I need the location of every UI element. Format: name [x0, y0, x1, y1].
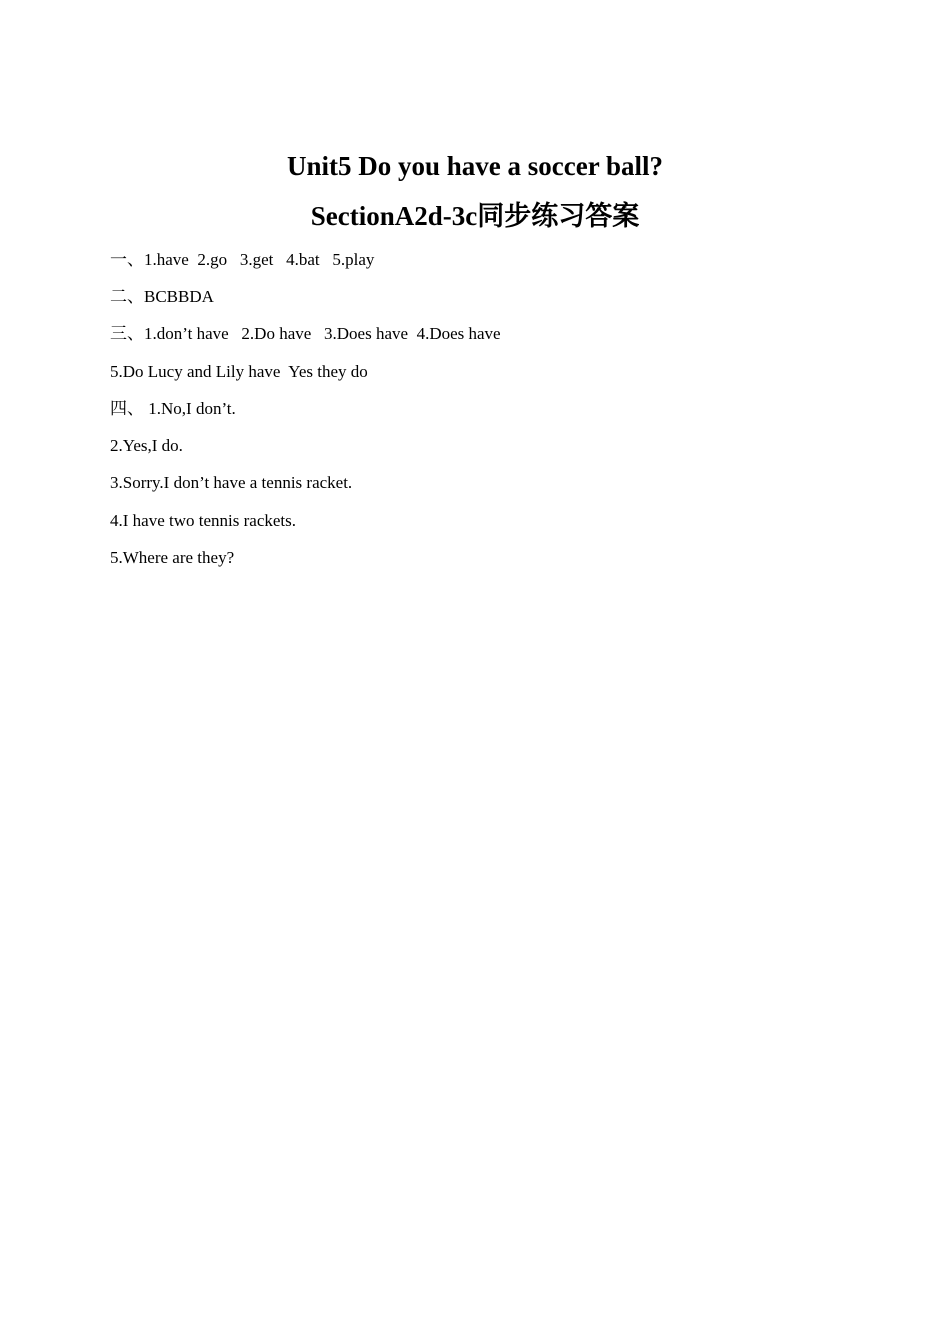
- answer-section-3-continued: 5.Do Lucy and Lily have Yes they do: [110, 362, 368, 381]
- document-subtitle: SectionA2d-3c同步练习答案: [310, 201, 640, 231]
- answer-section-3: 三、1.don’t have 2.Do have 3.Does have 4.Does have: [110, 324, 501, 343]
- answer-section-1: 一、1.have 2.go 3.get 4.bat 5.play: [110, 250, 375, 269]
- answer-section-4-item-5: 5.Where are they?: [110, 548, 235, 567]
- answer-section-4-item-2: 2.Yes,I do.: [110, 436, 183, 455]
- document-title: Unit5 Do you have a soccer ball?: [287, 151, 663, 181]
- answer-section-4-item-3: 3.Sorry.I don’t have a tennis racket.: [110, 473, 353, 492]
- answer-section-2: 二、BCBBDA: [110, 287, 214, 306]
- answer-section-4: 四、 1.No,I don’t.: [110, 399, 236, 418]
- answer-section-4-item-4: 4.I have two tennis rackets.: [110, 511, 296, 530]
